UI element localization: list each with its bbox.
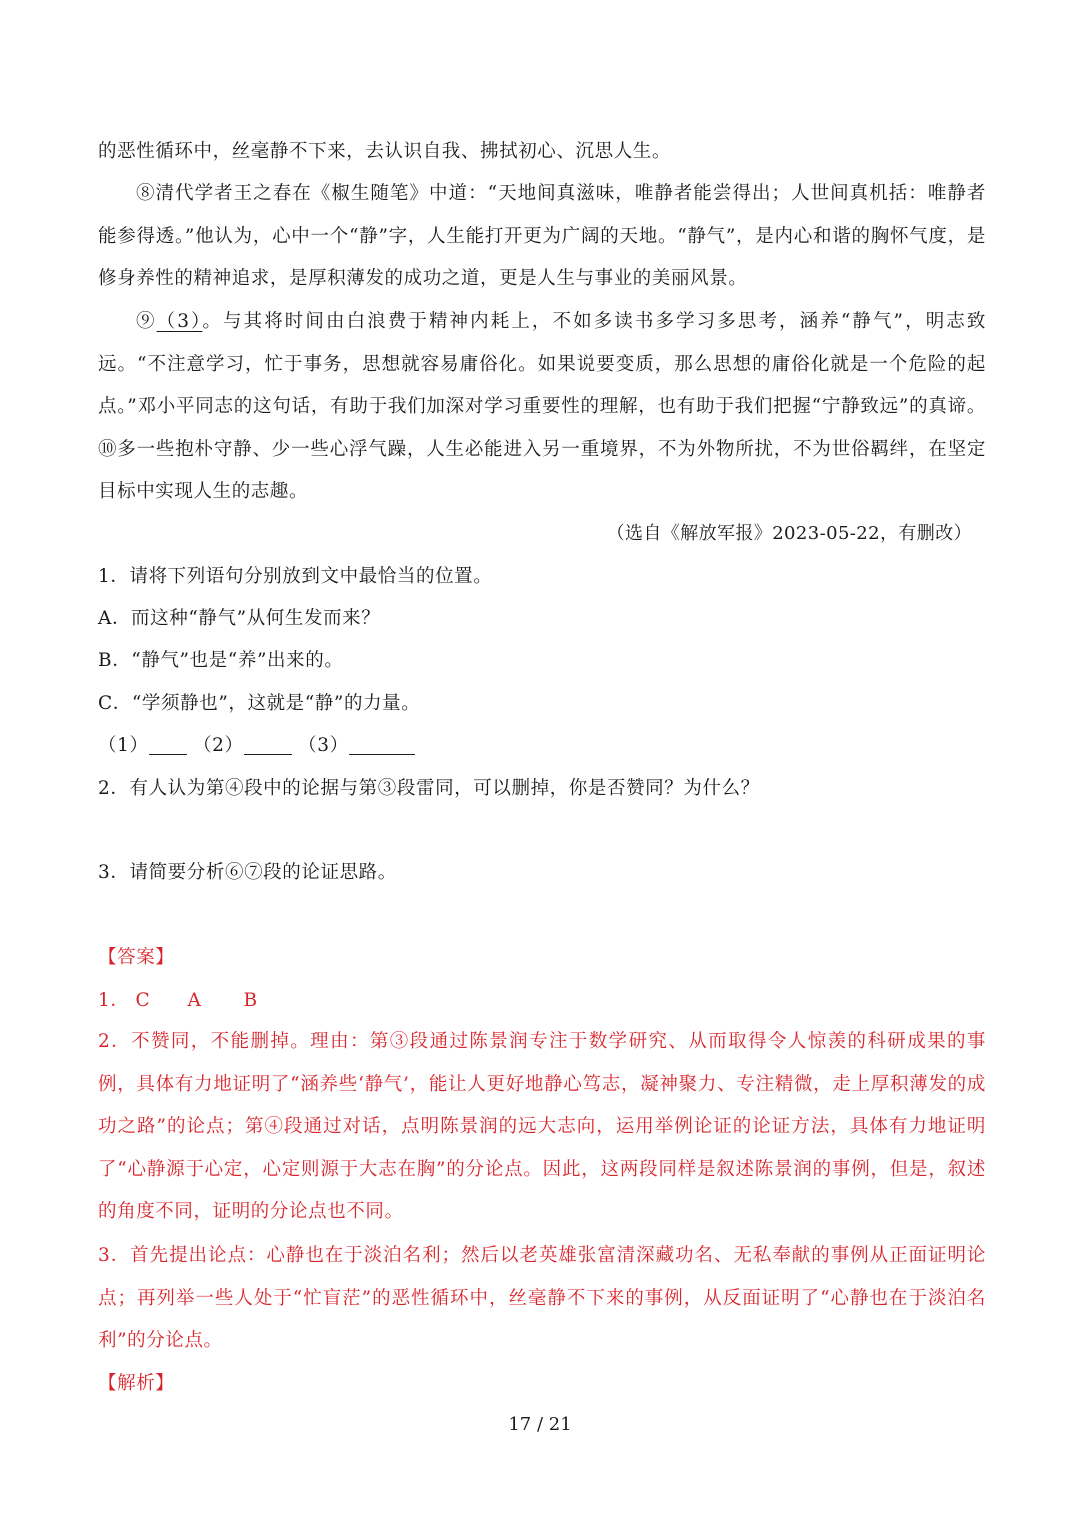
option-c: C．“学须静也”，这就是“静”的力量。 bbox=[98, 693, 421, 714]
option-a: A．而这种“静气”从何生发而来？ bbox=[98, 608, 381, 629]
passage-paragraph-continued: 的恶性循环中，丝毫静不下来，去认识自我、拂拭初心、沉思人生。 bbox=[98, 141, 672, 162]
paragraph-9-number: ⑨ bbox=[136, 311, 157, 332]
answer-1-number: 1． bbox=[98, 990, 130, 1011]
blank-label-1: （1） bbox=[98, 735, 149, 756]
passage-paragraph-8: ⑧清代学者王之春在《椒生随笔》中道：“天地间真滋味，唯静者能尝得出；人世间真机括：唯静者能参得透。”他认为，心中一个“静”字，人生能打开更为广阔的天地。“静气”，是内心和谐的胸怀气度，是修身养性的精神追求，是厚积薄发的成功之道，更是人生与事业的美丽风景。 bbox=[98, 183, 986, 289]
blank-3-input[interactable] bbox=[349, 734, 415, 755]
answer-1-choice-1: C bbox=[135, 990, 151, 1011]
answer-heading: 【答案】 bbox=[98, 947, 175, 968]
blank-label-2: （2） bbox=[193, 735, 244, 756]
question-3: 3．请简要分析⑥⑦段的论证思路。 bbox=[98, 862, 397, 883]
answer-1-choice-3: B bbox=[243, 990, 258, 1011]
page-number: 17 / 21 bbox=[508, 1414, 572, 1435]
answer-1 bbox=[98, 986, 299, 1016]
source-citation: （选自《解放军报》2023-05-22，有删改） bbox=[606, 523, 972, 544]
blank-label-3: （3） bbox=[298, 735, 349, 756]
answer-1-choice-2: A bbox=[187, 990, 202, 1011]
paragraph-9-text: 。与其将时间由白浪费于精神内耗上，不如多读书多学习多思考，涵养“静气”，明志致远。“不注意学习，忙于事务，思想就容易庸俗化。如果说要变质，那么思想的庸俗化就是一个危险的起点。”邓小平同志的这句话，有助于我们加深对学习重要性的理解，也有助于我们把握“宁静致远”的真谛。⑩多一些抱朴守静、少一些心浮气躁，人生必能进入另一重境界，不为外物所扰，不为世俗羁绊，在坚定目标中实现人生的志趣。 bbox=[98, 311, 986, 502]
answer-3: 3．首先提出论点：心静也在于淡泊名利；然后以老英雄张富清深藏功名、无私奉献的事例从正面证明论点；再列举一些人处于“忙盲茫”的恶性循环中，丝毫静不下来的事例，从反面证明了“心静也在于淡泊名利”的分论点。 bbox=[98, 1245, 986, 1351]
question-1: 1．请将下列语句分别放到文中最恰当的位置。 bbox=[98, 566, 493, 587]
option-b: B．“静气”也是“养”出来的。 bbox=[98, 650, 344, 671]
analysis-heading: 【解析】 bbox=[98, 1373, 175, 1394]
answer-2: 2．不赞同，不能删掉。理由：第③段通过陈景润专注于数学研究、从而取得令人惊羡的科研成果的事例，具体有力地证明了“涵养些‘静气’，能让人更好地静心笃志，凝神聚力、专注精微，走上厚积薄发的成功之路”的论点；第④段通过对话，点明陈景润的远大志向，运用举例论证的论证方法，具体有力地证明了“心静源于心定，心定则源于大志在胸”的分论点。因此，这两段同样是叙述陈景润的事例，但是，叙述的角度不同，证明的分论点也不同。 bbox=[98, 1031, 986, 1222]
question-2: 2．有人认为第④段中的论据与第③段雷同，可以删掉，你是否赞同？为什么？ bbox=[98, 778, 760, 799]
fill-blanks-row bbox=[98, 731, 415, 761]
blank-1-input[interactable] bbox=[149, 734, 187, 755]
passage-paragraph-9 bbox=[98, 301, 986, 514]
blank-2-input[interactable] bbox=[244, 734, 292, 755]
paragraph-9-blank-marker: （3） bbox=[156, 311, 203, 332]
